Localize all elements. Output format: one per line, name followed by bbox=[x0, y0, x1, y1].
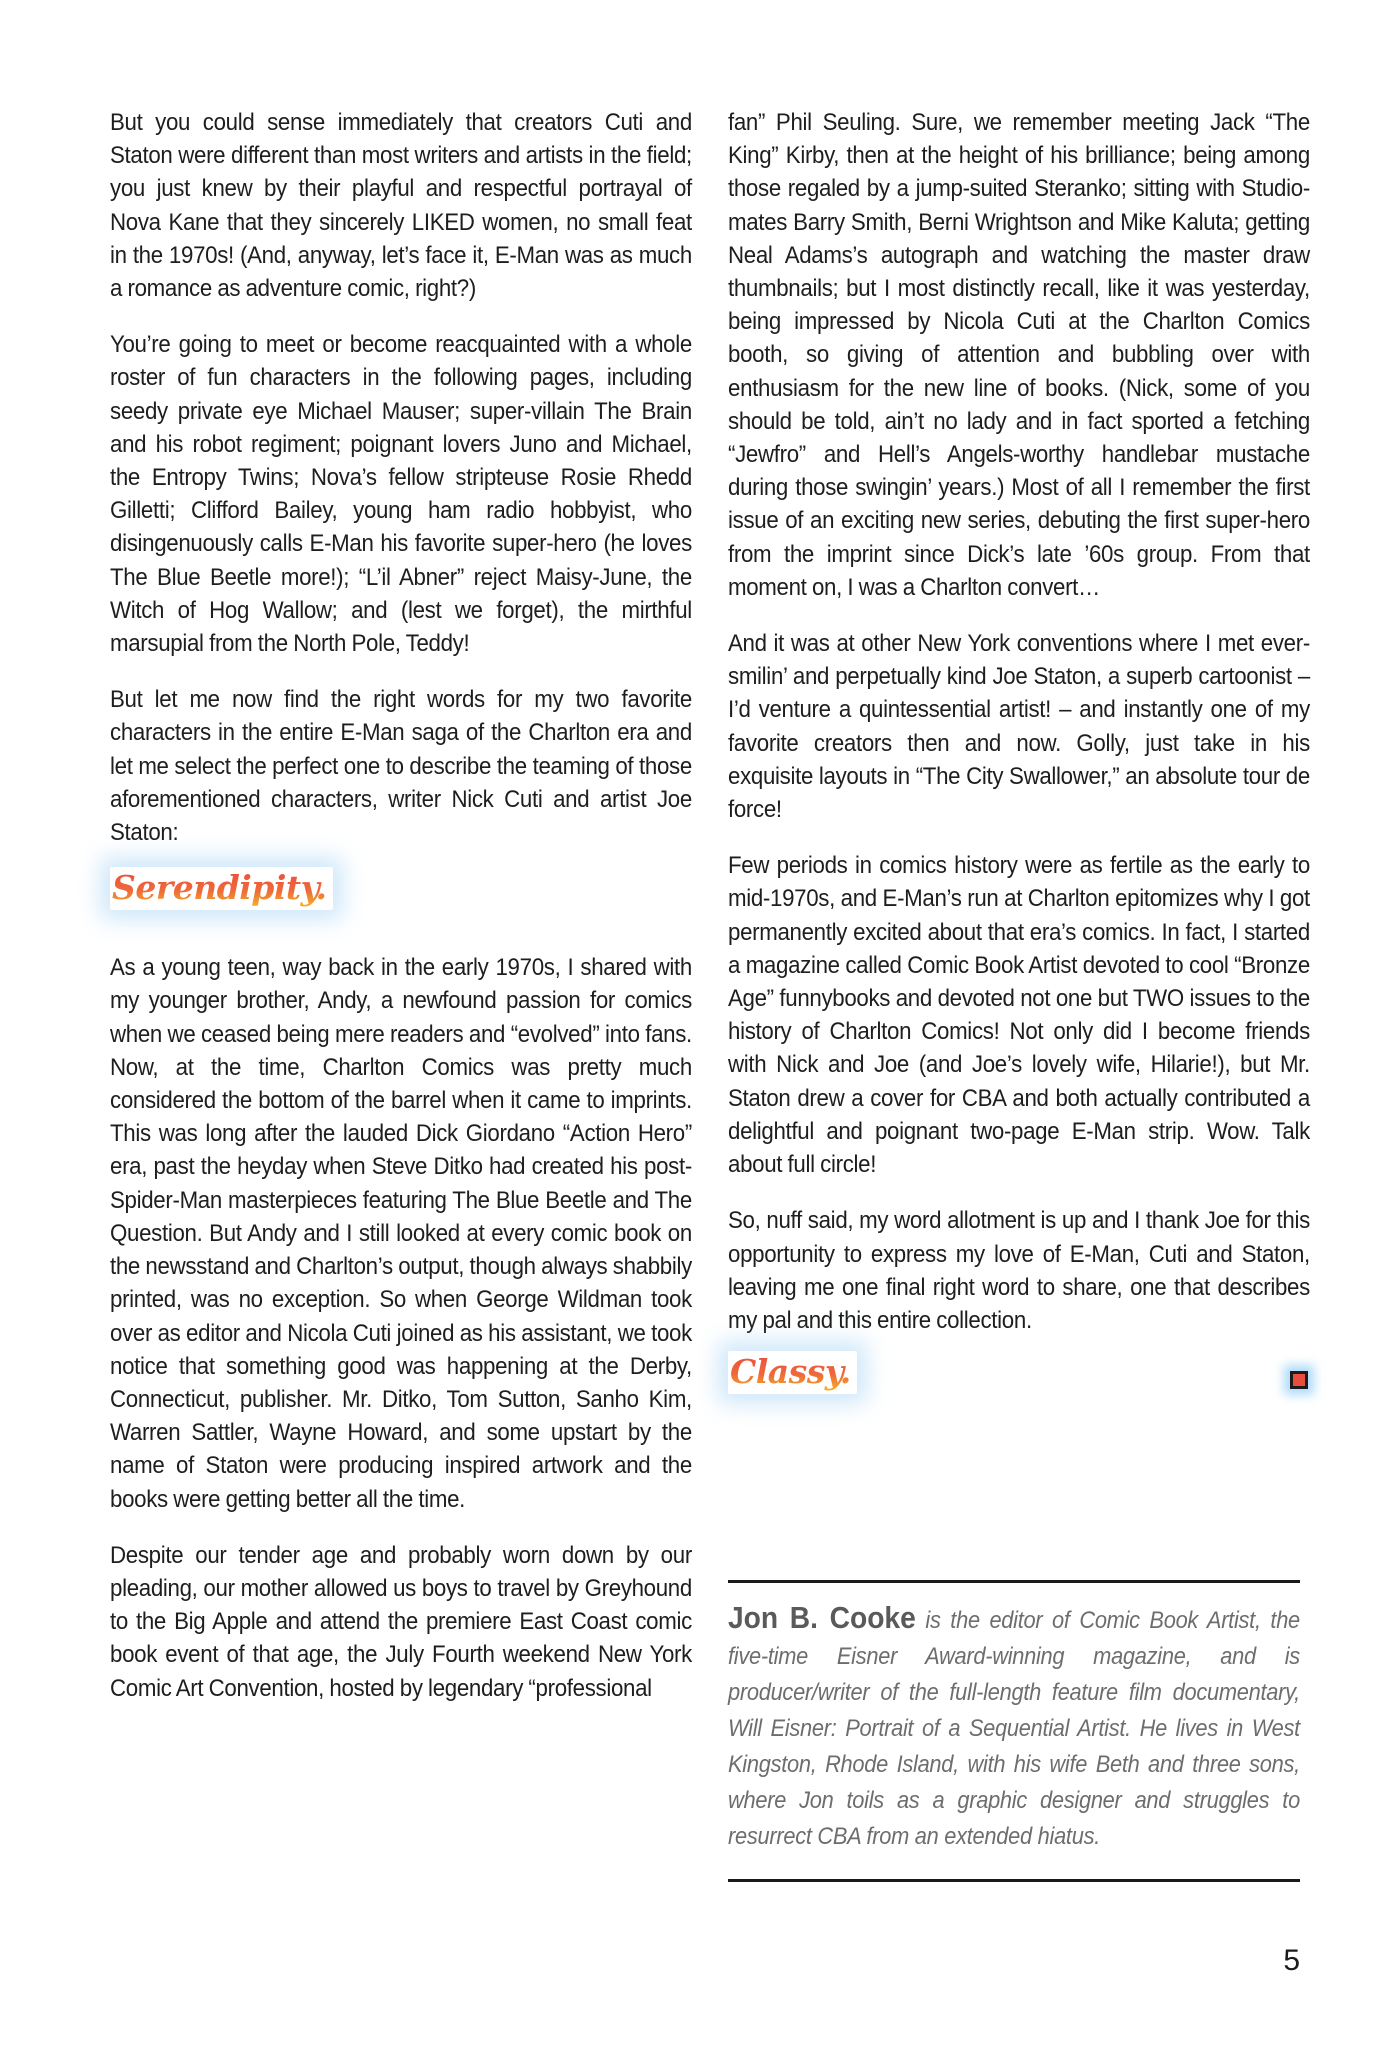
paragraph-text: But you could sense immediately that creators Cuti and Staton were different than most writers and artists in the field; you just knew by their playful and respectful portrayal of Nova Kane that they sincerely LIKED women, no small feat in the 1970s! (And, anyway, let’s face it, E-Man was as much a romance as adventure comic, right?) bbox=[110, 109, 692, 303]
logo-text: Serendipity. bbox=[110, 867, 333, 910]
paragraph-text: And it was at other New York conventions where I met ever-smilin’ and perpetually kind Joe Staton, a superb cartoonist – I’d venture a quintessential artist! – and instantly one of my favorite creators then and now. Golly, just take in his exquisite layouts in “The City Swallower,” an absolute tour de force! bbox=[728, 630, 1310, 824]
paragraph-text: Few periods in comics history were as fertile as the early to mid-1970s, and E-Man’s run at Charlton epitomizes why I got permanently excited about that era’s comics. In fact, I started a magazine called Comic Book Artist devoted to cool “Bronze Age” funnybooks and devoted not one but TWO issues to the history of Charlton Comics! Not only did I become friends with Nick and Joe (and Joe’s lovely wife, Hilarie!), but Mr. Staton drew a cover for CBA and both actually contributed a delightful and poignant two-page E-Man strip. Wow. Talk about full circle! bbox=[728, 852, 1310, 1179]
bio-top-rule bbox=[728, 1580, 1300, 1583]
paragraph-text: As a young teen, way back in the early 1970s, I shared with my younger brother, Andy, a newfound passion for comics when we ceased being mere readers and “evolved” into fans. Now, at the time, Charlton Comics was pretty much considered the bottom of the barrel when it came to imprints. This was long after the lauded Dick Giordano “Action Hero” era, past the heyday when Steve Ditko had created his post-Spider-Man masterpieces featuring The Blue Beetle and The Question. But Andy and I still looked at every comic book on the newsstand and Charlton’s output, though always shabbily printed, was no exception. So when George Wildman took over as editor and Nicola Cuti joined as his assistant, we took notice that something good was happening at the Derby, Connecticut, publisher. Mr. Ditko, Tom Sutton, Sanho Kim, Warren Sattler, Wayne Howard, and some upstart by the name of Staton were producing inspired artwork and the books were getting better all the time. bbox=[110, 954, 692, 1513]
bio-text: is the editor of Comic Book Artist, the five-time Eisner Award-winning magazine, and is producer/writer of the full-length feature film documentary, Will Eisner: Portrait of a Sequential Artist. He lives in West Kingston, Rhode Island, with his wife Beth and three sons, where Jon toils as a graphic designer and struggles to resurrect CBA from an extended hiatus. bbox=[728, 1607, 1300, 1850]
author-bio bbox=[728, 1600, 1300, 1855]
paragraph-text: You’re going to meet or become reacquainted with a whole roster of fun characters in the following pages, including seedy private eye Michael Mauser; super-villain The Brain and his robot regiment; poignant lovers Juno and Michael, the Entropy Twins; Nova’s fellow stripteuse Rosie Rhedd Gilletti; Clifford Bailey, young ham radio hobbyist, who disingenuously calls E-Man his favorite super-hero (he loves The Blue Beetle more!); “L’il Abner” reject Maisy-June, the Witch of Hog Wallow; and (lest we forget), the mirthful marsupial from the North Pole, Teddy! bbox=[110, 331, 692, 658]
paragraph bbox=[110, 683, 692, 849]
bio-text-wrap bbox=[728, 1600, 1300, 1855]
author-name: Jon B. Cooke bbox=[728, 1600, 916, 1635]
paragraph bbox=[110, 951, 692, 1515]
paragraph-text: fan” Phil Seuling. Sure, we remember meeting Jack “The King” Kirby, then at the height of his brilliance; being among those regaled by a jump-suited Steranko; sitting with Studio-mates Barry Smith, Berni Wrightson and Mike Kaluta; getting Neal Adams’s autograph and watching the master draw thumbnails; but I most distinctly recall, like it was yesterday, being impressed by Nicola Cuti at the Charlton Comics booth, so giving of attention and bubbling over with enthusiasm for the new line of books. (Nick, some of you should be told, ain’t no lady and in fact sported a fetching “Jewfro” and Hell’s Angels-worthy handlebar mustache during those swingin’ years.) Most of all I remember the first issue of an exciting new series, debuting the first super-hero from the imprint since Dick’s late ’60s group. From that moment on, I was a Charlton convert… bbox=[728, 109, 1310, 601]
paragraph-text: Despite our tender age and probably worn down by our pleading, our mother allowed us boys to travel by Greyhound to the Big Apple and attend the premiere East Coast comic book event of that age, the July Fourth weekend New York Comic Art Convention, hosted by legendary “professional bbox=[110, 1541, 692, 1702]
paragraph bbox=[728, 849, 1310, 1181]
paragraph-text: But let me now find the right words for my two favorite characters in the entire E-Man saga of the Charlton era and let me select the perfect one to describe the teaming of those aforementioned characters, writer Nick Cuti and artist Joe Staton: bbox=[110, 686, 692, 847]
end-of-article-square-icon bbox=[1290, 1371, 1308, 1389]
logo-text: Classy. bbox=[728, 1351, 857, 1394]
paragraph bbox=[728, 1204, 1310, 1337]
classy-logo bbox=[728, 1351, 857, 1394]
paragraph-text: So, nuff said, my word allotment is up and I thank Joe for this opportunity to express my love of E-Man, Cuti and Staton, leaving me one final right word to share, one that describes my pal and this entire collection. bbox=[728, 1207, 1310, 1334]
paragraph bbox=[728, 106, 1310, 604]
logo-wordmark bbox=[110, 867, 333, 910]
left-column bbox=[110, 106, 692, 1728]
paragraph bbox=[110, 106, 692, 305]
closing-row bbox=[728, 1351, 1310, 1403]
paragraph bbox=[728, 627, 1310, 826]
page-number: 5 bbox=[1283, 1944, 1300, 1977]
paragraph bbox=[110, 328, 692, 660]
right-column bbox=[728, 106, 1310, 1403]
bio-bottom-rule bbox=[728, 1879, 1300, 1882]
serendipity-logo bbox=[110, 867, 692, 917]
paragraph bbox=[110, 1539, 692, 1705]
